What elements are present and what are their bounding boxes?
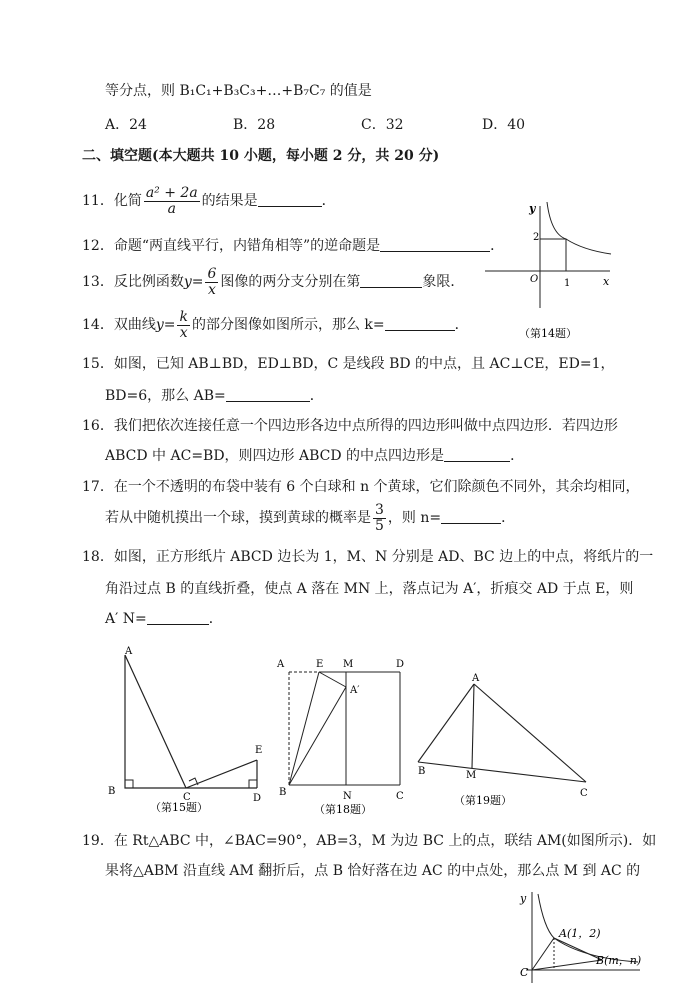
fig18-label-m: M [343,659,354,670]
q13-eq: = [191,274,204,290]
q10-option-a: A．24 [105,117,147,133]
figure-18 [272,655,417,820]
q14-answer-blank[interactable] [385,316,455,331]
fig15-ac [125,655,186,788]
q15-text1: 如图，已知 AB⊥BD，ED⊥BD，C 是线段 BD 的中点，且 AC⊥CE，ED=1， [113,356,615,372]
q16-end: ． [510,448,525,464]
figure-19 [410,670,600,810]
q13-answer-blank[interactable] [360,273,422,288]
q13-post: 图像的两分支分别在第 [220,274,361,290]
figure-20 [512,888,642,983]
q13-pre: 反比例函数 [113,274,184,290]
fig18-label-d: D [396,659,405,670]
section-title: 二、填空题(本大题共 10 小题，每小题 2 分，共 20 分) [82,148,440,164]
q15-answer-blank[interactable] [226,387,310,402]
q12-num: 12． [82,238,114,254]
q18-line1 [82,548,653,566]
fig18-label-a: A [277,659,285,670]
fig15-right-angle-b [125,780,133,788]
q14-end: ． [454,317,469,333]
q14-num: 14． [82,317,114,333]
fig18-label-c: C [396,791,404,802]
q11-denominator: a [167,200,176,217]
fig18-label-e: E [316,659,324,670]
fig14-caption: （第14题） [519,327,577,340]
q17-end: ． [501,510,516,526]
fig18-ba-prime [289,687,346,785]
fig18-ea-prime [319,672,346,687]
q14 [82,308,469,342]
q18-text1: 如图，正方形纸片 ABCD 边长为 1，M、N 分别是 AD、BC 边上的中点，将纸片的一 [113,549,654,565]
fig18-fold-be [289,672,319,785]
q11-post: 的结果是 [201,193,258,209]
fig19-caption: （第19题） [454,794,512,807]
fig14-hyperbola-curve [547,202,611,254]
q18-end: ． [208,611,223,627]
q13-numerator: 6 [207,265,217,282]
q15-num: 15． [82,356,114,372]
q11-fraction [144,186,200,217]
q16-num: 16． [82,418,114,434]
fig18-label-b: B [279,787,287,798]
q17-text1: 在一个不透明的布袋中装有 6 个白球和 n 个黄球，它们除颜色不同外，其余均相同， [113,479,640,495]
q14-eq: = [163,317,176,333]
q18-answer-blank[interactable] [147,610,209,625]
fig19-bc [418,762,586,782]
q18-line3 [105,610,223,628]
q14-post: 的部分图像如图所示，那么 k= [191,317,385,333]
q17-line2 [105,501,515,535]
q12-end: ． [490,238,505,254]
q14-pre: 双曲线 [113,317,156,333]
fig20-label-c: C [520,966,529,979]
q13-end: 象限． [422,274,465,290]
q16-line2 [105,447,524,465]
q16-text2: ABCD 中 AC=BD，则四边形 ABCD 的中点四边形是 [105,448,445,464]
q17-text2: 若从中随机摸出一个球，摸到黄球的概率是 [105,510,371,526]
fig20-label-b: B(m，n) [596,954,642,967]
fig19-label-c: C [580,788,588,799]
q10-option-b: B．28 [233,117,276,133]
fig14-y-label: y [529,202,536,215]
q11-answer-blank[interactable] [258,192,322,207]
q17-line1 [82,478,640,496]
q18-text3: A′ N= [105,611,147,627]
fig18-label-n: N [343,791,352,802]
q16-line1 [82,417,618,435]
fig15-ce [186,760,257,788]
q13-num: 13． [82,274,114,290]
q10-option-d: D．40 [482,117,526,133]
q17-denominator: 5 [375,517,384,534]
fig15-label-c: C [183,792,191,803]
q19-num: 19． [82,833,114,849]
fig19-ac [474,684,586,782]
fig20-ca [532,938,554,970]
q14-denominator: x [179,324,188,341]
q15-line1 [82,355,615,373]
q19-line2: 果将△ABM 沿直线 AM 翻折后，点 B 恰好落在边 AC 的中点处，那么点 M 到 AC 的 [105,863,641,879]
fig14-x-label: x [603,275,610,288]
q11-num: 11． [82,193,114,209]
q16-answer-blank[interactable] [444,447,510,462]
fig15-caption: （第15题） [150,801,208,814]
q13-y: y [183,274,192,290]
q15-end: ． [309,388,324,404]
q19-line1 [82,832,656,850]
fig19-am [472,684,474,768]
fig18-label-a-prime: A′ [350,685,360,696]
q11-pre: 化简 [113,193,142,209]
fig15-label-a: A [125,646,133,657]
q13-fraction [205,267,218,298]
fig19-label-m: M [466,770,477,781]
fig15-label-b: B [108,786,116,797]
fig20-label-a: A(1，2) [559,927,601,940]
q10-stem-cont: 等分点，则 B₁C₁+B₃C₃+…+B₇C₇ 的值是 [105,83,372,99]
q13 [82,265,464,299]
fig20-ab [554,938,602,960]
q17-num: 17． [82,479,114,495]
fig15-label-d: D [253,793,262,804]
fig20-y-label: y [520,892,527,905]
fig19-label-b: B [418,766,426,777]
fig14-tick-x: 1 [564,278,571,289]
q12-text: 命题“两直线平行，内错角相等”的逆命题是 [113,238,381,254]
q17-numerator: 3 [375,501,384,518]
fig14-origin: O [530,274,539,285]
q18-num: 18． [82,549,114,565]
q11-end: ． [321,193,336,209]
q11-numerator: a² + 2a [145,184,198,201]
q13-denominator: x [207,281,216,298]
q12-answer-blank[interactable] [380,237,490,252]
fig14-rectangle [540,239,566,271]
fig20-cb [532,960,602,970]
q19-text1: 在 Rt△ABC 中，∠BAC=90°，AB=3，M 为边 BC 上的点，联结 AM(如图所示)．如 [113,833,657,849]
q16-text1: 我们把依次连接任意一个四边形各边中点所得的四边形叫做中点四边形．若四边形 [113,418,618,434]
fig18-caption: （第18题） [314,803,372,816]
figure-14 [485,198,615,348]
q14-y: y [155,317,164,333]
q17-answer-blank[interactable] [441,509,501,524]
q14-fraction [177,310,189,341]
fig15-label-e: E [255,745,263,756]
fig15-right-angle-d [249,780,257,788]
q15-text2: BD=6，那么 AB= [105,388,226,404]
q14-numerator: k [179,308,188,325]
q11 [82,185,336,217]
q10-option-c: C．32 [361,117,404,133]
q18-line2: 角沿过点 B 的直线折叠，使点 A 落在 MN 上，落点记为 A′，折痕交 AD 于点 E，则 [105,581,634,597]
q17-text2-post: ，则 n= [387,510,442,526]
q15-line2 [105,387,324,405]
q12 [82,237,504,255]
fig14-tick-y: 2 [533,232,540,243]
fig19-label-a: A [472,673,480,684]
q17-fraction [373,503,386,534]
fig19-ab [418,684,474,762]
figure-15 [105,645,275,820]
